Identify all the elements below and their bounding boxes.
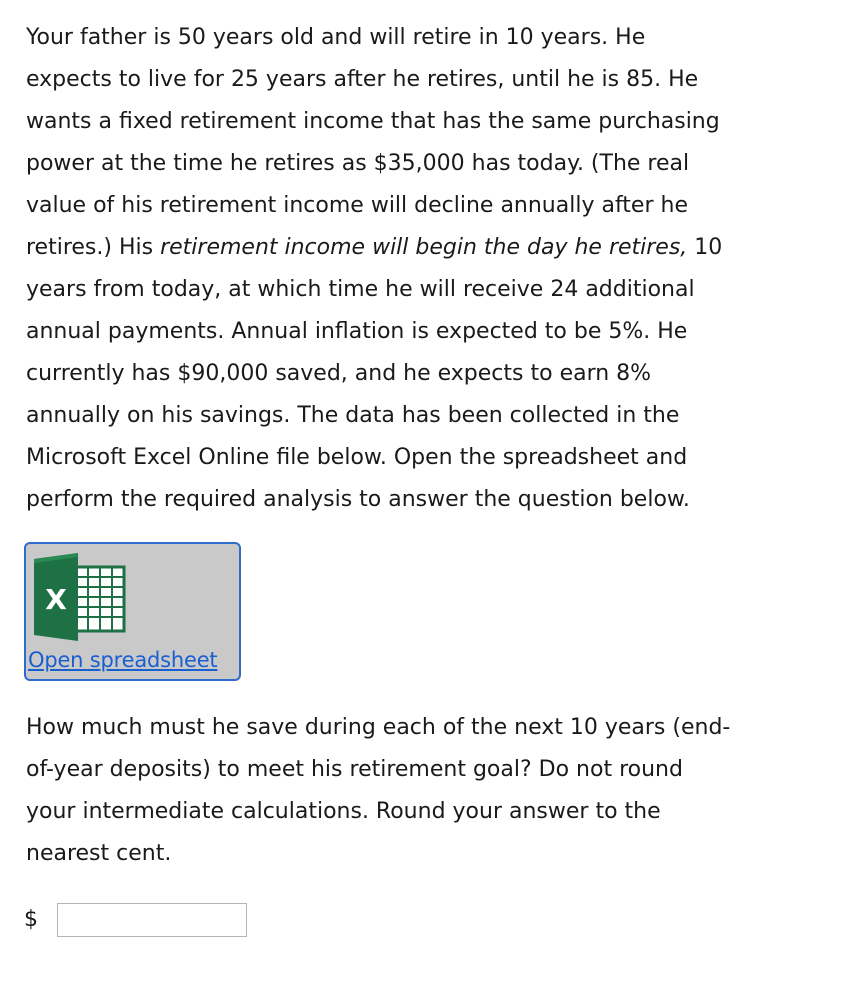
problem-line: years from today, at which time he will receive 24 additional: [26, 277, 695, 302]
excel-icon-letter: X: [45, 583, 67, 616]
problem-line: power at the time he retires as $35,000 has today. (The real: [26, 151, 690, 176]
problem-line: annually on his savings. The data has been collected in the: [26, 403, 680, 428]
problem-line: wants a fixed retirement income that has the same purchasing: [26, 109, 720, 134]
problem-statement: [26, 17, 826, 521]
question-line: How much must he save during each of the next 10 years (end-: [26, 715, 731, 740]
question-line: your intermediate calculations. Round your answer to the: [26, 799, 661, 824]
question-line: of-year deposits) to meet his retirement goal? Do not round: [26, 757, 683, 782]
problem-line: [26, 227, 826, 269]
problem-line: currently has $90,000 saved, and he expects to earn 8%: [26, 361, 652, 386]
problem-line-text: 10: [687, 235, 723, 260]
question-text: [26, 707, 826, 875]
question-line: nearest cent.: [26, 841, 172, 866]
problem-line-text: retires.) His: [26, 235, 161, 260]
problem-line: annual payments. Annual inflation is expected to be 5%. He: [26, 319, 688, 344]
problem-line: Microsoft Excel Online file below. Open the spreadsheet and: [26, 445, 688, 470]
problem-line: value of his retirement income will decline annually after he: [26, 193, 688, 218]
open-spreadsheet-button[interactable]: [24, 542, 241, 681]
problem-line: perform the required analysis to answer the question below.: [26, 487, 690, 512]
currency-symbol: $: [24, 907, 38, 932]
answer-input[interactable]: [57, 903, 247, 937]
problem-line: Your father is 50 years old and will retire in 10 years. He: [26, 25, 646, 50]
emphasized-text: retirement income will begin the day he retires,: [160, 235, 688, 260]
open-spreadsheet-link[interactable]: Open spreadsheet: [28, 648, 218, 672]
answer-row: [24, 901, 247, 938]
problem-line: expects to live for 25 years after he retires, until he is 85. He: [26, 67, 699, 92]
excel-icon: [30, 553, 130, 641]
